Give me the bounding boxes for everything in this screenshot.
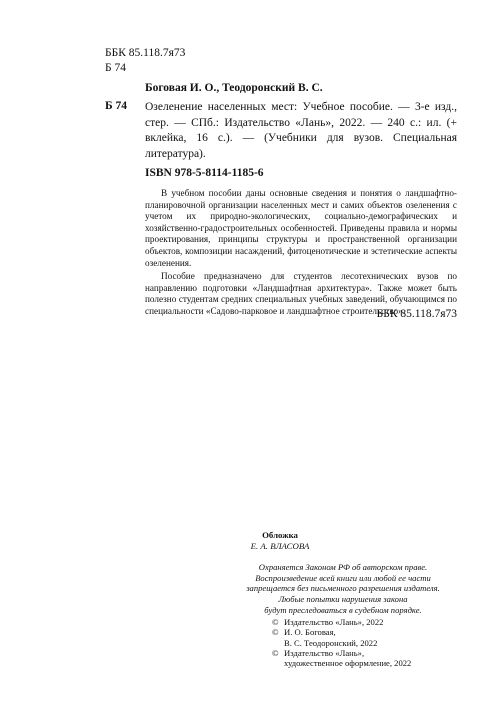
rights-text-cont: В. С. Теодоронский, 2022 (284, 637, 378, 648)
notice-line: запрещается без письменного разрешения издателя. (246, 583, 440, 594)
copyright-icon: © (272, 627, 279, 638)
rights-text-cont: художественное оформление, 2022 (284, 658, 412, 669)
cover-designer: Е. А. ВЛАСОВА (250, 541, 310, 551)
annotation-paragraph: В учебном пособии даны основные сведения и понятия о ландшафтно-планировочной организации населенных мест и самих объектов озеленения с учетом их природно-экологических, социально-демографических и хозяйственно-градостроительных особенностей. Приведены правила и нормы проектирования, принципы структуры и пространственной организации объектов, композиции насаждений, фитоценотические и эстетические аспекты озеленения. (145, 188, 457, 268)
rights-text: Издательство «Лань», 2022 (284, 617, 384, 627)
notice-line: Любые попытки нарушения закона (278, 594, 408, 605)
cover-label: Обложка (262, 530, 298, 540)
copyright-icon: © (272, 647, 279, 658)
notice-line: Охраняется Законом РФ об авторском праве. (258, 562, 428, 572)
author-sign: Б 74 (105, 62, 126, 74)
copyright-rights (272, 617, 411, 668)
bbk-code-bottom: ББК 85.118.7я73 (376, 308, 457, 320)
rights-row (272, 627, 411, 637)
notice-line: Воспроизведение всей книги или любой ее части (255, 572, 431, 583)
cover-credit (210, 530, 350, 552)
copyright-icon: © (272, 617, 279, 627)
notice-line: будут преследоваться в судебном порядке. (264, 604, 422, 615)
bibliographic-description: Озеленение населенных мест: Учебное пособие. — 3-е изд., стер. — СПб.: Издательство «Лань», 2022. — 240 с.: ил. (+ вклейка, 16 с.). — (Учебники для вузов. Специальная литература). (145, 101, 457, 160)
annotation-paragraph: Пособие предназначено для студентов лесотехнических вузов по направлению подготовки «Ландшафтная архитектура». Также может быть полезно студентам средних специальных учебных заведений, обучающимся по специальности «Садово-парковое и ландшафтное строительство». (145, 271, 457, 316)
copyright-notice (228, 562, 458, 616)
rights-text: Издательство «Лань», (284, 647, 365, 658)
rights-row (272, 648, 411, 658)
bbk-code: ББК 85.118.7я73 (105, 47, 186, 59)
classification-block (105, 46, 185, 76)
rights-text: И. О. Боговая, (284, 627, 336, 638)
annotation (145, 188, 457, 320)
author-sign-code: Б 74 (105, 100, 127, 112)
author-line: Боговая И. О., Теодоронский В. С. (145, 82, 323, 94)
isbn: ISBN 978-5-8114-1185-6 (145, 167, 264, 179)
rights-row (272, 617, 411, 627)
